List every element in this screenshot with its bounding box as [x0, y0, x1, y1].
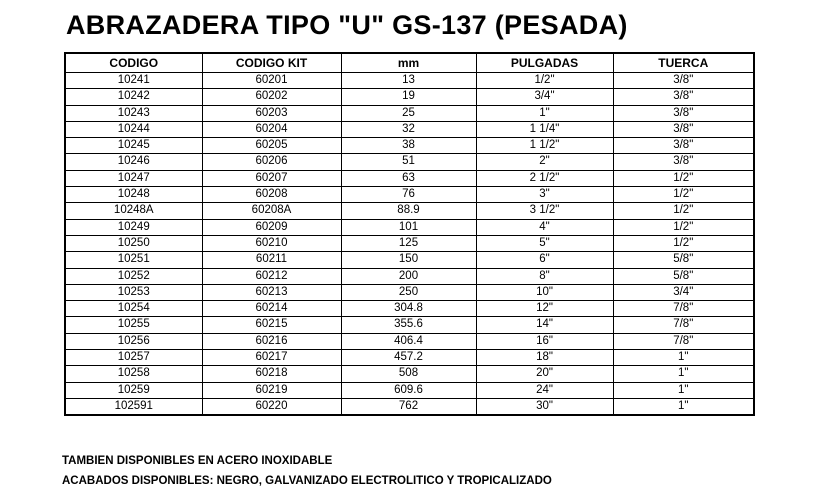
cell-mm: 355.6 — [341, 317, 476, 333]
cell-pulgadas: 24" — [476, 382, 613, 398]
cell-codigo: 10250 — [65, 235, 202, 251]
cell-pulgadas: 20" — [476, 366, 613, 382]
cell-mm: 125 — [341, 235, 476, 251]
table-row — [65, 235, 754, 251]
stainless-note: TAMBIEN DISPONIBLES EN ACERO INOXIDABLE — [62, 455, 333, 467]
cell-codigo: 102591 — [65, 398, 202, 415]
cell-codigo: 10249 — [65, 219, 202, 235]
cell-tuerca: 1" — [613, 382, 754, 398]
table-row — [65, 366, 754, 382]
cell-pulgadas: 8" — [476, 268, 613, 284]
column-header-codigo: CODIGO — [65, 53, 202, 73]
table-row — [65, 105, 754, 121]
cell-tuerca: 3/8" — [613, 89, 754, 105]
table-row — [65, 73, 754, 89]
cell-tuerca: 1/2" — [613, 219, 754, 235]
cell-codigo: 10255 — [65, 317, 202, 333]
cell-tuerca: 7/8" — [613, 317, 754, 333]
page-title: ABRAZADERA TIPO "U" GS-137 (PESADA) — [66, 10, 628, 40]
cell-codigo-kit: 60213 — [202, 284, 341, 300]
cell-tuerca: 3/4" — [613, 284, 754, 300]
cell-codigo-kit: 60210 — [202, 235, 341, 251]
cell-pulgadas: 16" — [476, 333, 613, 349]
specs-table — [64, 52, 755, 416]
table-row — [65, 301, 754, 317]
table-row — [65, 187, 754, 203]
table-row — [65, 333, 754, 349]
table-row — [65, 138, 754, 154]
cell-codigo-kit: 60217 — [202, 350, 341, 366]
cell-codigo-kit: 60220 — [202, 398, 341, 415]
specs-table-container — [64, 52, 753, 416]
cell-pulgadas: 5" — [476, 235, 613, 251]
table-row — [65, 154, 754, 170]
cell-tuerca: 3/8" — [613, 105, 754, 121]
cell-pulgadas: 1 1/2" — [476, 138, 613, 154]
column-header-codigo-kit: CODIGO KIT — [202, 53, 341, 73]
cell-tuerca: 5/8" — [613, 252, 754, 268]
cell-codigo: 10241 — [65, 73, 202, 89]
cell-tuerca: 5/8" — [613, 268, 754, 284]
cell-codigo: 10254 — [65, 301, 202, 317]
cell-pulgadas: 3 1/2" — [476, 203, 613, 219]
cell-codigo-kit: 60207 — [202, 170, 341, 186]
cell-mm: 609.6 — [341, 382, 476, 398]
cell-tuerca: 7/8" — [613, 301, 754, 317]
table-row — [65, 203, 754, 219]
cell-codigo-kit: 60216 — [202, 333, 341, 349]
cell-codigo: 10244 — [65, 121, 202, 137]
cell-codigo-kit: 60214 — [202, 301, 341, 317]
cell-pulgadas: 3/4" — [476, 89, 613, 105]
cell-mm: 32 — [341, 121, 476, 137]
table-row — [65, 252, 754, 268]
cell-codigo: 10242 — [65, 89, 202, 105]
cell-mm: 250 — [341, 284, 476, 300]
cell-mm: 457.2 — [341, 350, 476, 366]
cell-mm: 51 — [341, 154, 476, 170]
cell-pulgadas: 10" — [476, 284, 613, 300]
cell-mm: 150 — [341, 252, 476, 268]
cell-codigo-kit: 60209 — [202, 219, 341, 235]
finishes-note: ACABADOS DISPONIBLES: NEGRO, GALVANIZADO ELECTROLITICO Y TROPICALIZADO — [62, 475, 552, 487]
cell-mm: 63 — [341, 170, 476, 186]
cell-mm: 406.4 — [341, 333, 476, 349]
cell-codigo: 10259 — [65, 382, 202, 398]
cell-pulgadas: 1 1/4" — [476, 121, 613, 137]
cell-tuerca: 3/8" — [613, 73, 754, 89]
cell-mm: 25 — [341, 105, 476, 121]
cell-codigo-kit: 60206 — [202, 154, 341, 170]
table-row — [65, 89, 754, 105]
cell-codigo-kit: 60202 — [202, 89, 341, 105]
cell-codigo: 10246 — [65, 154, 202, 170]
table-row — [65, 284, 754, 300]
cell-tuerca: 1" — [613, 366, 754, 382]
table-row — [65, 219, 754, 235]
cell-mm: 19 — [341, 89, 476, 105]
table-row — [65, 317, 754, 333]
cell-pulgadas: 3" — [476, 187, 613, 203]
cell-pulgadas: 2 1/2" — [476, 170, 613, 186]
cell-codigo-kit: 60208A — [202, 203, 341, 219]
cell-pulgadas: 6" — [476, 252, 613, 268]
column-header-mm: mm — [341, 53, 476, 73]
table-row — [65, 268, 754, 284]
table-row — [65, 398, 754, 415]
cell-pulgadas: 2" — [476, 154, 613, 170]
cell-codigo-kit: 60204 — [202, 121, 341, 137]
table-row — [65, 121, 754, 137]
cell-pulgadas: 12" — [476, 301, 613, 317]
cell-codigo-kit: 60218 — [202, 366, 341, 382]
cell-mm: 304.8 — [341, 301, 476, 317]
cell-codigo-kit: 60212 — [202, 268, 341, 284]
cell-codigo: 10257 — [65, 350, 202, 366]
cell-tuerca: 1/2" — [613, 170, 754, 186]
table-row — [65, 382, 754, 398]
cell-codigo-kit: 60215 — [202, 317, 341, 333]
cell-codigo-kit: 60211 — [202, 252, 341, 268]
cell-tuerca: 3/8" — [613, 138, 754, 154]
cell-mm: 101 — [341, 219, 476, 235]
cell-codigo-kit: 60205 — [202, 138, 341, 154]
cell-codigo: 10247 — [65, 170, 202, 186]
column-header-tuerca: TUERCA — [613, 53, 754, 73]
cell-codigo: 10248A — [65, 203, 202, 219]
cell-mm: 76 — [341, 187, 476, 203]
cell-codigo-kit: 60208 — [202, 187, 341, 203]
cell-pulgadas: 14" — [476, 317, 613, 333]
cell-tuerca: 3/8" — [613, 121, 754, 137]
table-body — [65, 73, 754, 416]
cell-tuerca: 1/2" — [613, 235, 754, 251]
cell-tuerca: 1/2" — [613, 203, 754, 219]
cell-codigo: 10256 — [65, 333, 202, 349]
cell-tuerca: 1" — [613, 350, 754, 366]
cell-codigo: 10258 — [65, 366, 202, 382]
cell-codigo: 10251 — [65, 252, 202, 268]
cell-codigo-kit: 60203 — [202, 105, 341, 121]
table-header-row — [65, 53, 754, 73]
cell-codigo: 10243 — [65, 105, 202, 121]
cell-pulgadas: 4" — [476, 219, 613, 235]
cell-mm: 13 — [341, 73, 476, 89]
cell-tuerca: 3/8" — [613, 154, 754, 170]
cell-codigo: 10245 — [65, 138, 202, 154]
cell-mm: 88.9 — [341, 203, 476, 219]
cell-codigo: 10252 — [65, 268, 202, 284]
column-header-pulgadas: PULGADAS — [476, 53, 613, 73]
cell-codigo: 10253 — [65, 284, 202, 300]
table-row — [65, 350, 754, 366]
cell-pulgadas: 18" — [476, 350, 613, 366]
table-row — [65, 170, 754, 186]
cell-mm: 38 — [341, 138, 476, 154]
cell-mm: 762 — [341, 398, 476, 415]
cell-codigo: 10248 — [65, 187, 202, 203]
cell-tuerca: 1" — [613, 398, 754, 415]
cell-mm: 508 — [341, 366, 476, 382]
cell-mm: 200 — [341, 268, 476, 284]
cell-pulgadas: 1/2" — [476, 73, 613, 89]
cell-tuerca: 7/8" — [613, 333, 754, 349]
cell-codigo-kit: 60201 — [202, 73, 341, 89]
cell-tuerca: 1/2" — [613, 187, 754, 203]
cell-pulgadas: 30" — [476, 398, 613, 415]
cell-pulgadas: 1" — [476, 105, 613, 121]
cell-codigo-kit: 60219 — [202, 382, 341, 398]
